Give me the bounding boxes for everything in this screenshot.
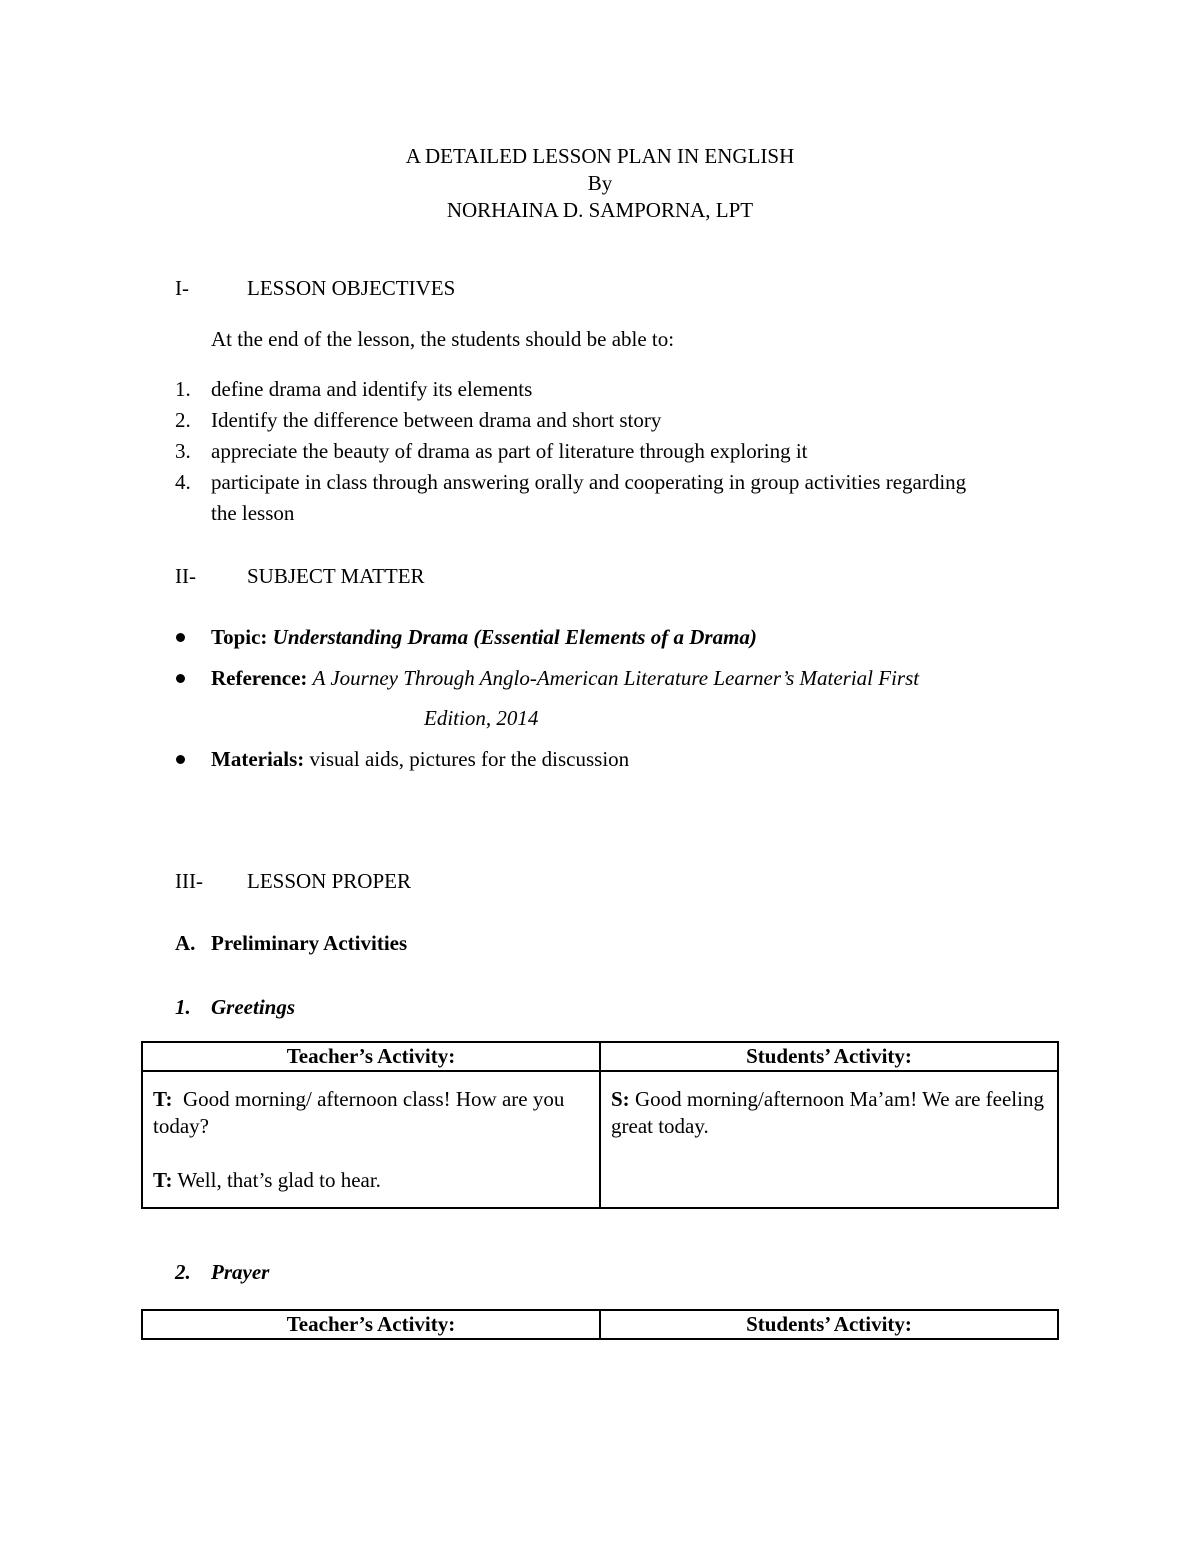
- section3-heading: LESSON PROPER: [247, 869, 411, 893]
- materials-value: visual aids, pictures for the discussion: [309, 747, 630, 771]
- materials-line: [211, 749, 629, 770]
- activity-title-greetings: Greetings: [211, 995, 295, 1019]
- objective-number: 4.: [175, 470, 191, 494]
- students-activity-header: Students’ Activity:: [600, 1042, 1058, 1071]
- section1-intro: At the end of the lesson, the students should be able to:: [211, 327, 675, 351]
- document-title: A DETAILED LESSON PLAN IN ENGLISH: [405, 144, 795, 168]
- students-activity-header: Students’ Activity:: [600, 1310, 1058, 1339]
- section2-heading: SUBJECT MATTER: [247, 564, 425, 588]
- section1-numeral: I-: [175, 276, 189, 300]
- teacher-line-text: Well, that’s glad to hear.: [177, 1168, 381, 1192]
- activity-title-prayer: Prayer: [211, 1260, 270, 1284]
- objective-text: appreciate the beauty of drama as part of literature through exploring it: [211, 439, 808, 463]
- reference-line: [211, 668, 919, 689]
- objective-text: participate in class through answering orally and cooperating in group activities regarding: [211, 470, 967, 494]
- topic-label: Topic:: [211, 625, 268, 649]
- teacher-activity-cell: [142, 1071, 600, 1208]
- reference-value: A Journey Through Anglo-American Literature Learner’s Material First: [312, 666, 920, 690]
- teacher-line: [153, 1167, 589, 1194]
- table-row: [142, 1071, 1058, 1208]
- student-line-text: Good morning/afternoon Ma’am! We are feeling great today.: [611, 1087, 1044, 1138]
- objective-text: Identify the difference between drama and short story: [211, 408, 662, 432]
- section2-numeral: II-: [175, 564, 196, 588]
- materials-label: Materials:: [211, 747, 305, 771]
- students-activity-cell: [600, 1071, 1058, 1208]
- document-by: By: [587, 171, 613, 195]
- topic-line: [211, 627, 757, 648]
- section3-numeral: III-: [175, 869, 203, 893]
- teacher-line-text: Good morning/ afternoon class! How are you today?: [153, 1087, 565, 1138]
- bullet-icon: [176, 755, 185, 764]
- objective-text-continuation: the lesson: [211, 501, 295, 525]
- topic-value: Understanding Drama (Essential Elements of a Drama): [272, 625, 757, 649]
- activity-number: 1.: [175, 995, 191, 1019]
- subsection-letter: A.: [175, 931, 196, 955]
- objective-number: 1.: [175, 377, 191, 401]
- teacher-activity-header: Teacher’s Activity:: [142, 1310, 600, 1339]
- section1-heading: LESSON OBJECTIVES: [247, 276, 456, 300]
- document-author: NORHAINA D. SAMPORNA, LPT: [446, 198, 754, 222]
- objective-number: 3.: [175, 439, 191, 463]
- greetings-table: [141, 1041, 1059, 1209]
- activity-number: 2.: [175, 1260, 191, 1284]
- reference-continuation: Edition, 2014: [424, 706, 539, 730]
- table-header-row: [142, 1042, 1058, 1071]
- bullet-icon: [176, 633, 185, 642]
- table-header-row: [142, 1310, 1058, 1339]
- reference-label: Reference:: [211, 666, 308, 690]
- prayer-table: [141, 1309, 1059, 1340]
- objective-text: define drama and identify its elements: [211, 377, 533, 401]
- objective-number: 2.: [175, 408, 191, 432]
- speaker-label: T:: [153, 1087, 173, 1111]
- speaker-label: T:: [153, 1168, 173, 1192]
- speaker-label: S:: [611, 1087, 630, 1111]
- teacher-activity-header: Teacher’s Activity:: [142, 1042, 600, 1071]
- teacher-line: [153, 1086, 589, 1140]
- bullet-icon: [176, 674, 185, 683]
- subsection-heading: Preliminary Activities: [211, 931, 408, 955]
- student-line: [611, 1086, 1047, 1140]
